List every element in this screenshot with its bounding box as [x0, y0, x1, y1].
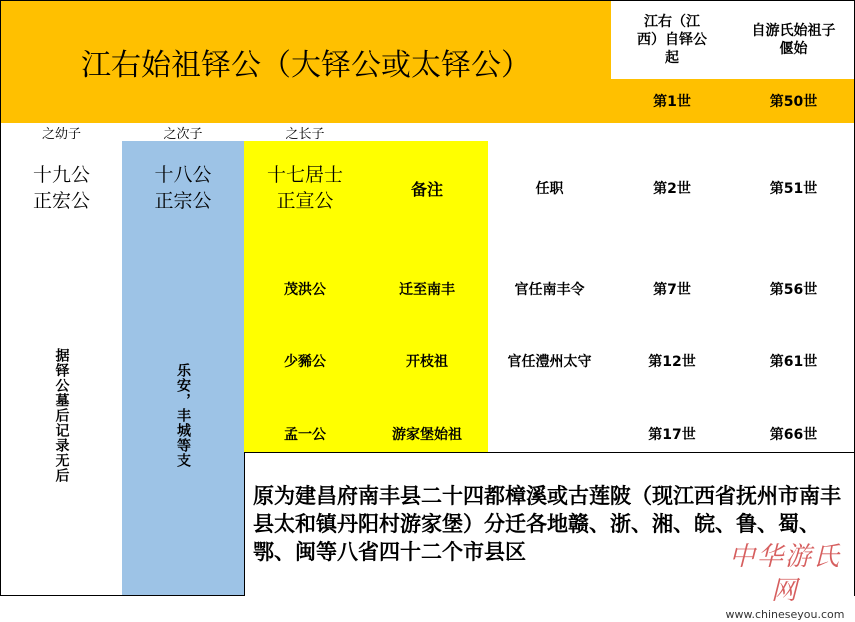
- watermark-url: www.chineseyou.com: [725, 608, 845, 621]
- son-18-name: 正宗公: [154, 190, 212, 212]
- table-row-gen-a: 第17世: [611, 415, 734, 453]
- generation-jiangyou-2: 第2世: [611, 141, 734, 236]
- table-row-office: 官任澧州太守: [488, 343, 612, 380]
- relation-empty-2: [488, 123, 612, 142]
- remark-header: 备注: [366, 141, 489, 236]
- table-row-remark: [366, 307, 489, 344]
- table-row-remark: 游家堡始祖: [366, 415, 489, 453]
- table-row-gen-b: [733, 307, 855, 344]
- table-row-gen-a: 第7世: [611, 271, 734, 308]
- office-header: 任职: [488, 141, 612, 236]
- table-row-remark: 迁至南丰: [366, 271, 489, 308]
- son-19-name: 正宏公: [32, 190, 90, 212]
- site-watermark: [716, 540, 854, 621]
- table-row-remark: 开枝祖: [366, 343, 489, 380]
- table-row-gen-b: [733, 379, 855, 416]
- relation-second-son: 之次子: [122, 123, 245, 142]
- table-row-office: [488, 379, 612, 416]
- table-row-gen-a: [611, 235, 734, 272]
- son-19-cell: [0, 141, 123, 236]
- table-row-gen-b: 第66世: [733, 415, 855, 453]
- header-jiangyou-origin: 江右（江西）自铎公起: [611, 0, 734, 80]
- table-row-gen-a: [611, 379, 734, 416]
- relation-youngest-son: 之幼子: [0, 123, 123, 142]
- table-row-office: [488, 415, 612, 453]
- table-row-gen-b: 第56世: [733, 271, 855, 308]
- table-row-name: [244, 379, 367, 416]
- migration-note: 原为建昌府南丰县二十四都樟溪或古莲陂（现江西省抚州市南丰县太和镇丹阳村游家堡）分迁各地赣、浙、湘、皖、鲁、蜀、鄂、闽等八省四十二个市县区: [245, 452, 855, 596]
- table-row-office: 官任南丰令: [488, 271, 612, 308]
- son-18-branches-note: 乐安，丰城等支: [122, 235, 245, 596]
- son-17-title: 十七居士: [266, 164, 343, 186]
- table-row-office: [488, 235, 612, 272]
- relation-eldest-son: 之长子: [244, 123, 367, 142]
- son-18-title: 十八公: [154, 164, 212, 186]
- table-row-remark: [366, 379, 489, 416]
- table-row-name: [244, 235, 367, 272]
- table-row-name: 孟一公: [244, 415, 367, 453]
- table-row-name: [244, 307, 367, 344]
- table-row-name: 茂洪公: [244, 271, 367, 308]
- son-19-record-note: 据铎公墓后记录无后: [0, 235, 123, 596]
- table-row-office: [488, 307, 612, 344]
- son-17-name: 正宣公: [276, 190, 334, 212]
- table-row-gen-b: [733, 235, 855, 272]
- relation-empty-3: [611, 123, 734, 142]
- table-title: 江右始祖铎公（大铎公或太铎公）: [0, 0, 612, 124]
- generation-you-51: 第51世: [733, 141, 855, 236]
- son-18-cell: [122, 141, 245, 236]
- son-17-cell: [244, 141, 367, 236]
- table-row-name: 少豨公: [244, 343, 367, 380]
- watermark-site-name: 中华游氏网: [728, 542, 841, 606]
- header-you-clan-origin: 自游氏始祖子偃始: [733, 0, 855, 80]
- relation-empty-1: [366, 123, 489, 142]
- table-row-remark: [366, 235, 489, 272]
- table-row-gen-a: [611, 307, 734, 344]
- table-row-gen-b: 第61世: [733, 343, 855, 380]
- generation-you-50: 第50世: [733, 79, 855, 124]
- relation-empty-4: [733, 123, 855, 142]
- generation-jiangyou-1: 第1世: [611, 79, 734, 124]
- table-row-gen-a: 第12世: [611, 343, 734, 380]
- son-19-title: 十九公: [32, 164, 90, 186]
